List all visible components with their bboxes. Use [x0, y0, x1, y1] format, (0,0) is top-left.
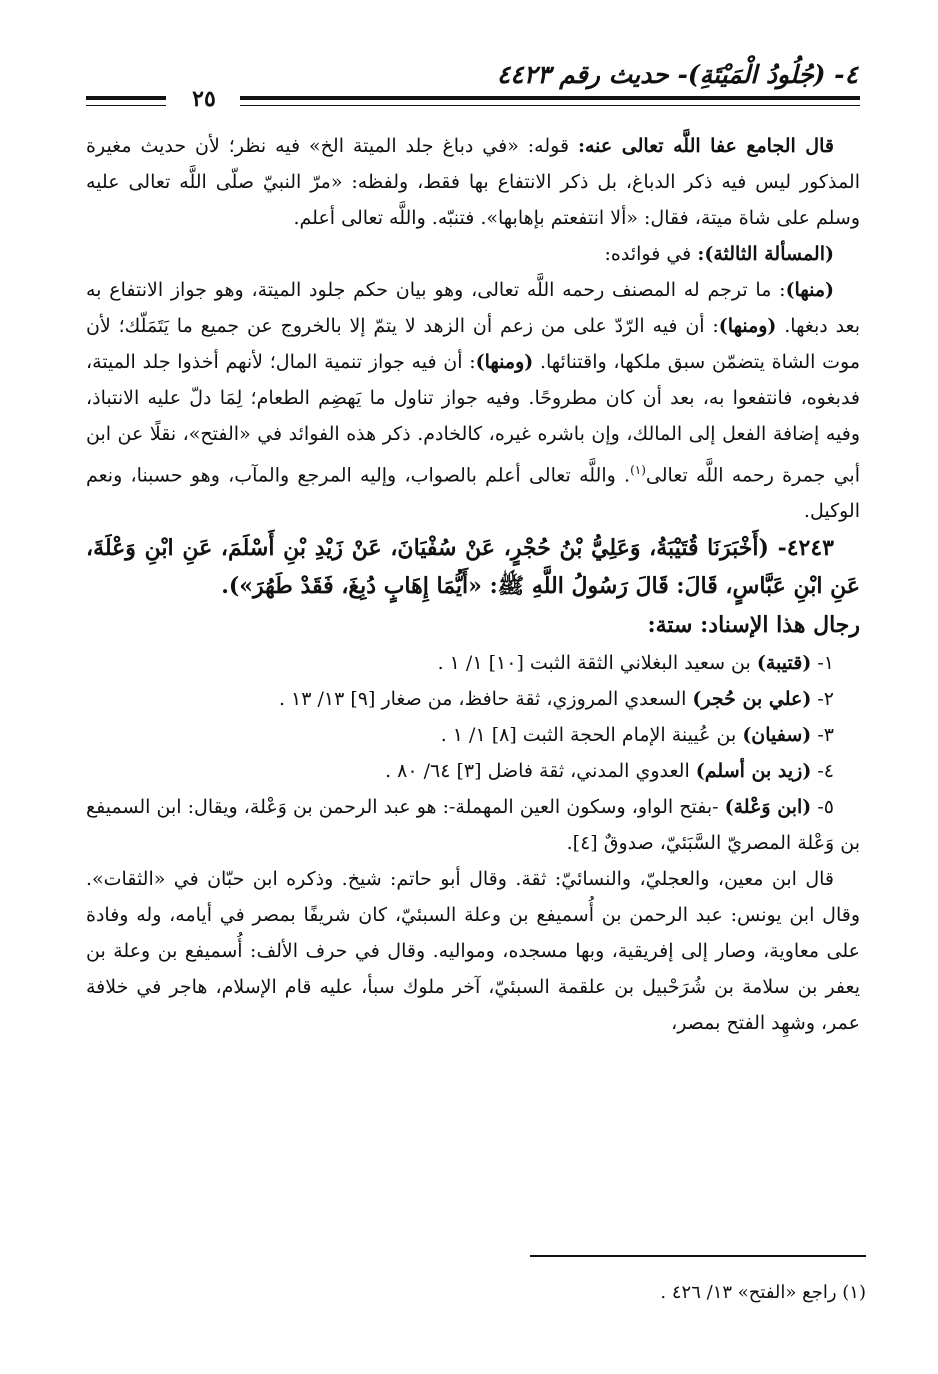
narrator-item [86, 645, 860, 681]
narrator-name: (ابن وَعْلة) [724, 796, 812, 819]
commentary-lead: قال الجامع عفا اللَّه تعالى عنه: [577, 135, 834, 157]
narrator-description: بن عُيينة الإمام الحجة الثبت [٨] ١/ ١ . [440, 724, 743, 747]
commentary-text: قوله: «في دباغ جلد الميتة الخ» فيه نظر؛ لأن حديث مغيرة المذكور ليس فيه ذكر الدباغ، بل ذكر الانتفاع بها فقط، ولفظه: «مرّ النبيّ صلّى اللَّه تعالى عليه وسلم على شاة ميتة، فقال: «ألا انتفعتم بإهابها». فتنبّه. واللَّه تعالى أعلم. [86, 135, 860, 229]
commentary-paragraph-2 [86, 236, 860, 272]
commentary-paragraph-3 [86, 272, 860, 529]
header-rule-long [240, 96, 860, 106]
chapter-header-title: ٤- (جُلُودُ الْمَيْتَةِ)- حديث رقم ٤٤٢٣ [496, 60, 858, 89]
narrator-number: ٢- [811, 688, 834, 711]
benefit-text-3: : أن فيه جواز تنمية المال؛ لأنهم أخذوا جلد الميتة، فدبغوه، فانتفعوا به، بعد أن كان مطروحًا. وفيه جواز تناول ما يَهضِم الطعام؛ لِمَا دلّ عليه الانتباذ، وفيه إضافة الفعل إلى المالك، وإن باشره غيره، كالخادم. ذكر هذه الفوائد في «الفتح»، نقلًا عن ابن أبي جمرة رحمه اللَّه تعالى [86, 351, 860, 487]
commentary-paragraph-1 [86, 128, 860, 236]
benefit-text-1: : ما ترجم له المصنف رحمه اللَّه تعالى، وهو بيان حكم جلود الميتة، وهو جواز الانتفاع به بعد دبغها. [86, 279, 860, 337]
narrator-description: السعدي المروزي، ثقة حافظ، من صغار [٩] ١٣/ ١٣ . [278, 688, 693, 711]
narrator-name: (علي بن حُجر) [692, 688, 812, 711]
biography-paragraph: قال ابن معين، والعجليّ، والنسائيّ: ثقة. وقال أبو حاتم: شيخ. وذكره ابن حبّان في «الثقات». وقال ابن يونس: عبد الرحمن بن أُسميفع بن وعلة السبئيّ، كان شريفًا بمصر في أيامه، وله وفادة على معاوية، وصار إلى إفريقية، وبها مسجده، ومواليه. وقال في حرف الألف: أُسميفع بن وعلة بن يعفر بن سلامة بن شُرَحْبيل بن علقمة السبئيّ، آخر ملوك سبأ، عليه قام الإسلام، هاجر في خلافة عمر، وشهِد الفتح بمصر، [86, 868, 860, 1035]
footnote-reference: (١) [630, 463, 646, 477]
issue-heading: (المسألة الثالثة): [697, 243, 834, 265]
narrator-item [86, 681, 860, 717]
narrator-item [86, 717, 860, 753]
narrator-item [86, 753, 860, 789]
benefit-lead-2: (ومنها) [718, 315, 777, 337]
benefit-text-2: : أن فيه الرّدّ على من زعم أن الزهد لا يتمّ إلا بالخروج عن جميع ما يَتَمَلّك؛ لأن موت الشاة يتضمّن سبق ملكها، واقتنائها. [86, 315, 860, 373]
narrator-description: -بفتح الواو، وسكون العين المهملة-: هو عبد الرحمن بن وَعْلة، ويقال: ابن السميفع بن وَعْلة المصريّ السَّبَئيّ، صدوقٌ [٤]. [86, 796, 860, 855]
narrator-description: بن سعيد البغلاني الثقة الثبت [١٠] ١/ ١ . [437, 652, 757, 675]
footnote: (١) راجع «الفتح» ١٣/ ٤٢٦ . [660, 1282, 866, 1303]
narrator-description: العدوي المدني، ثقة فاضل [٣] ٦٤/ ٨٠ . [385, 760, 696, 783]
main-text [86, 128, 860, 1041]
narrator-number: ٣- [811, 724, 834, 747]
narrator-number: ١- [811, 652, 834, 675]
header-rule-short [86, 96, 166, 106]
narrator-number: ٤- [811, 760, 834, 783]
benefit-text-4: . واللَّه تعالى أعلم بالصواب، وإليه المرجع والمآب، وهو حسبنا، ونعم الوكيل. [86, 464, 860, 523]
narrator-number: ٥- [811, 796, 834, 819]
benefit-lead-3: (ومنها) [475, 351, 534, 373]
narrator-name: (زيد بن أسلم) [695, 760, 812, 783]
narrators-heading: رجال هذا الإسناد: ستة: [647, 612, 860, 639]
page-number: ٢٥ [192, 86, 216, 112]
issue-text: في فوائده: [604, 243, 698, 265]
narrator-item [86, 789, 860, 861]
benefit-lead-1: (منها) [785, 279, 834, 301]
footnote-rule [530, 1255, 866, 1257]
hadith-text: ٤٢٤٣- (أَخْبَرَنَا قُتَيْبَةُ، وَعَلِيُّ بْنُ حُجْرٍ، عَنْ سُفْيَانَ، عَنْ زَيْدِ بْنِ أَسْلَمَ، عَنِ ابْنِ وَعْلَةَ، عَنِ ابْنِ عَبَّاسٍ، قَالَ: قَالَ رَسُولُ اللَّهِ ﷺ: «أَيُّمَا إِهَابٍ دُبِغَ، فَقَدْ طَهُرَ»). [86, 535, 860, 600]
narrator-name: (سفيان) [742, 724, 812, 747]
narrator-name: (قتيبة) [756, 652, 812, 675]
